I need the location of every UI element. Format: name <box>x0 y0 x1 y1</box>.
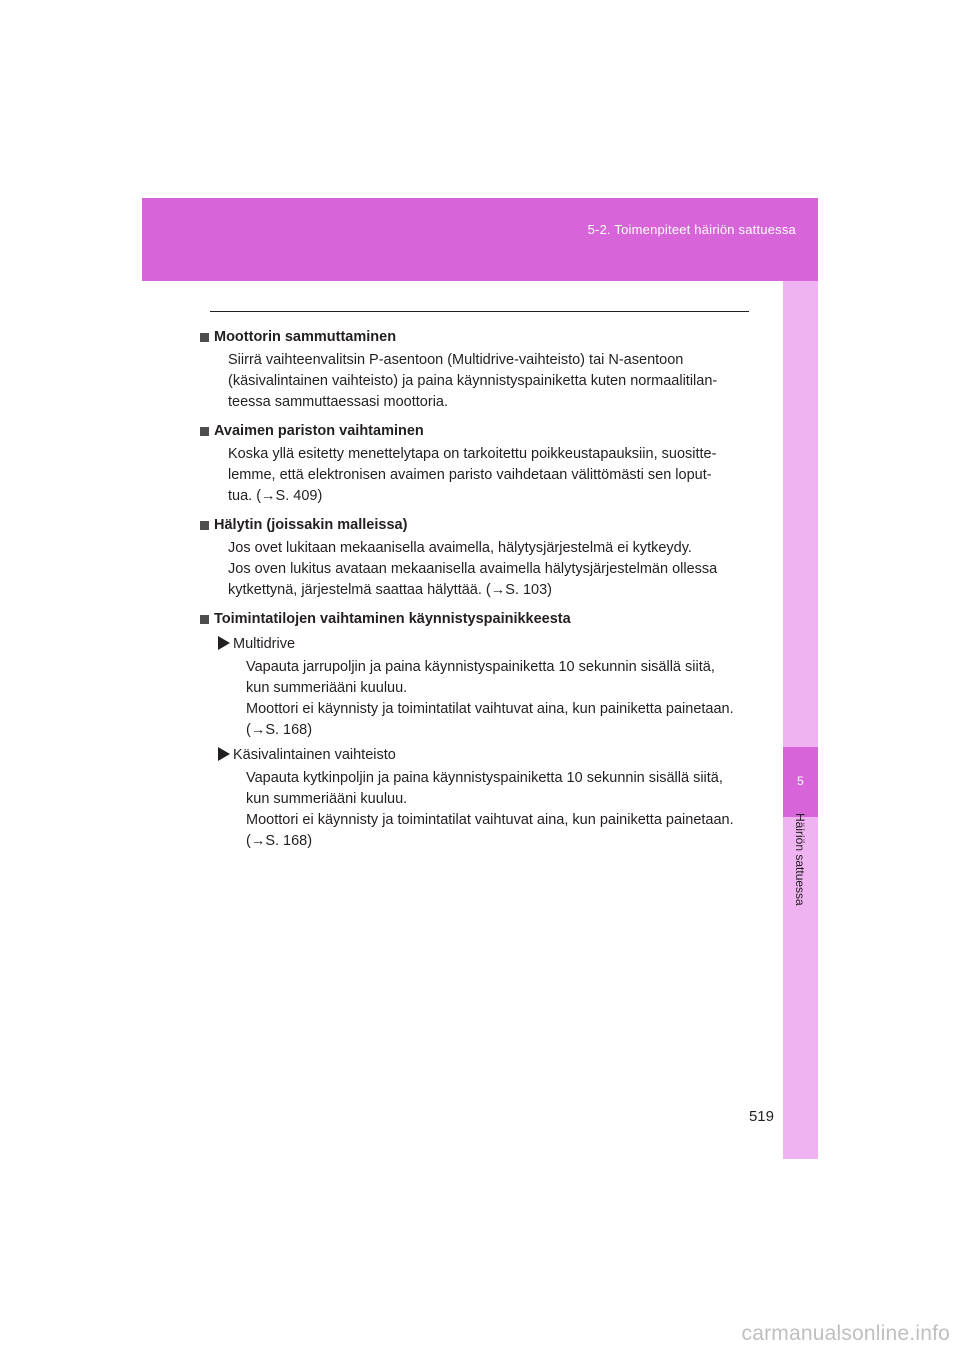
body-line: Koska yllä esitetty menettelytapa on tarkoitettu poikkeustapauksiin, suositte- <box>228 446 717 462</box>
section-key-battery <box>214 421 742 507</box>
body-line: kun summeriääni kuuluu. <box>246 791 408 807</box>
body-line: (→S. 168) <box>246 833 313 849</box>
section-title-text: Toimintatilojen vaihtaminen käynnistyspainikkeesta <box>214 611 571 627</box>
section-title <box>200 327 742 348</box>
subsection-title-text: Multidrive <box>233 636 296 652</box>
section-alarm <box>214 515 742 601</box>
section-body <box>214 444 742 507</box>
subsection-title <box>214 634 742 655</box>
subsection-title-text: Käsivalintainen vaihteisto <box>233 747 396 763</box>
body-line: Vapauta jarrupoljin ja paina käynnistyspainiketta 10 sekunnin sisällä siitä, <box>246 659 715 675</box>
subsection-title <box>214 745 742 766</box>
section-body <box>214 350 742 413</box>
section-title <box>200 515 742 536</box>
chapter-number: 5 <box>797 774 804 788</box>
body-line: (käsivalintainen vaihteisto) ja paina käynnistyspainiketta kuten normaalitilan- <box>228 373 718 389</box>
subsection-multidrive <box>214 634 742 741</box>
square-bullet-icon <box>200 427 209 436</box>
section-title-text: Avaimen pariston vaihtaminen <box>214 423 424 439</box>
body-line: Siirrä vaihteenvalitsin P-asentoon (Multidrive-vaihteisto) tai N-asentoon <box>228 352 684 368</box>
body-line: lemme, että elektronisen avaimen paristo vaihdetaan välittömästi sen loput- <box>228 467 712 483</box>
header-band <box>142 198 818 281</box>
chapter-side-label: Häiriön sattuessa <box>793 813 807 906</box>
square-bullet-icon <box>200 615 209 624</box>
body-line: Jos oven lukitus avataan mekaanisella avaimella hälytysjärjestelmän ollessa <box>228 561 718 577</box>
body-line: kun summeriääni kuuluu. <box>246 680 408 696</box>
body-line: kytkettynä, järjestelmä saattaa hälyttää. (→S. 103) <box>228 582 552 598</box>
square-bullet-icon <box>200 333 209 342</box>
page-number: 519 <box>748 1108 774 1125</box>
section-mode-switching <box>214 609 742 852</box>
section-body <box>214 538 742 601</box>
main-content <box>214 327 742 860</box>
section-title-text: Hälytin (joissakin malleissa) <box>214 517 408 533</box>
chapter-title: 5-2. Toimenpiteet häiriön sattuessa <box>587 222 796 237</box>
body-line: Vapauta kytkinpoljin ja paina käynnistyspainiketta 10 sekunnin sisällä siitä, <box>246 770 723 786</box>
section-title <box>200 609 742 630</box>
subsection-body <box>214 657 742 741</box>
side-strip <box>783 281 818 1159</box>
watermark: carmanualsonline.info <box>741 1322 950 1345</box>
section-engine-shutdown <box>214 327 742 413</box>
section-divider <box>210 311 749 312</box>
subsection-body <box>214 768 742 852</box>
body-line: Moottori ei käynnisty ja toimintatilat vaihtuvat aina, kun painiketta painetaan. <box>246 812 734 828</box>
section-title <box>200 421 742 442</box>
triangle-bullet-icon <box>218 636 230 650</box>
body-line: Moottori ei käynnisty ja toimintatilat vaihtuvat aina, kun painiketta painetaan. <box>246 701 734 717</box>
body-line: tua. (→S. 409) <box>228 488 323 504</box>
body-line: teessa sammuttaessasi moottoria. <box>228 394 449 410</box>
triangle-bullet-icon <box>218 747 230 761</box>
chapter-tab <box>783 747 818 817</box>
body-line: Jos ovet lukitaan mekaanisella avaimella, hälytysjärjestelmä ei kytkeydy. <box>228 540 692 556</box>
subsection-manual <box>214 745 742 852</box>
square-bullet-icon <box>200 521 209 530</box>
section-title-text: Moottorin sammuttaminen <box>214 329 397 345</box>
body-line: (→S. 168) <box>246 722 313 738</box>
